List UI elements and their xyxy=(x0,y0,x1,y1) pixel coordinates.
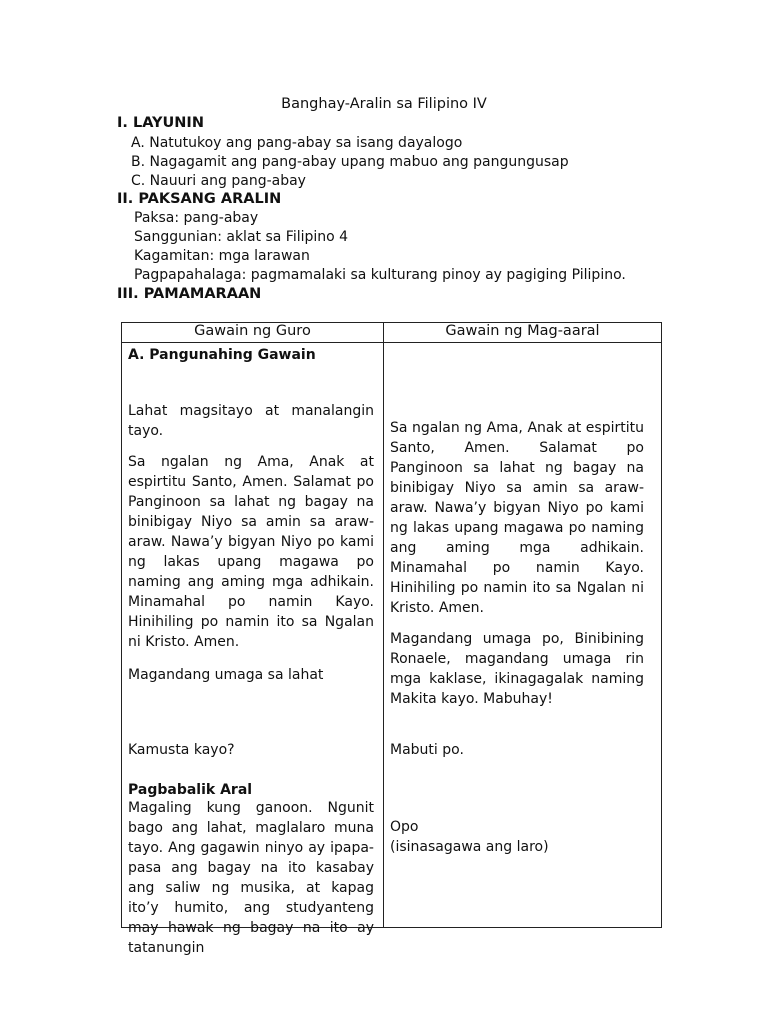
guro-text-5: Magaling kung ganoon. Ngunit bago ang lahat, maglalaro muna tayo. Ang gagawin ninyo ay ipapa-pasa ang bagay na ito kasabay ang saliw ng musika, at kapag ito’y humito, ang studyanteng may hawak ng bagay na ito ay tatanungin xyxy=(128,800,374,956)
layunin-item-a: A. Natutukoy ang pang-abay sa isang dayalogo xyxy=(131,135,463,151)
table-header-row xyxy=(122,323,662,343)
paksang-item-paksa: Paksa: pang-abay xyxy=(134,210,259,226)
magaaral-text-5: (isinasagawa ang laro) xyxy=(390,839,549,855)
guro-text-4: Kamusta kayo? xyxy=(128,742,235,758)
magaaral-text-4: Opo xyxy=(390,819,419,835)
subheading-pagbabalik-aral: Pagbabalik Aral xyxy=(128,782,253,798)
guro-text-1: Lahat magsitayo at manalangin tayo. xyxy=(128,403,374,439)
document-title: Banghay-Aralin sa Filipino IV xyxy=(281,96,487,112)
table-row xyxy=(122,343,662,928)
heading-paksang-aralin: II. PAKSANG ARALIN xyxy=(117,191,282,207)
layunin-item-b: B. Nagagamit ang pang-abay upang mabuo ang pangungusap xyxy=(131,154,569,170)
heading-pamamaraan: III. PAMAMARAAN xyxy=(117,286,262,302)
magaaral-cell xyxy=(384,343,662,928)
header-gawain-magaaral: Gawain ng Mag-aaral xyxy=(384,323,662,343)
guro-text-2: Sa ngalan ng Ama, Anak at espirtitu Santo, Amen. Salamat po Panginoon sa lahat ng bagay na binibigay Niyo sa amin sa araw-araw. Nawa’y bigyan Niyo po kami ng lakas upang magawa po naming ang aming mga adhikain. Minamahal po namin Kayo. Hinihiling po namin ito sa Ngalan ni Kristo. Amen. xyxy=(128,454,374,650)
magaaral-text-1: Sa ngalan ng Ama, Anak at espirtitu Santo, Amen. Salamat po Panginoon sa lahat ng bagay na binibigay Niyo sa amin sa araw-araw. Nawa’y bigyan Niyo po kami ng lakas upang magawa po naming ang aming mga adhikain. Minamahal po namin Kayo. Hinihiling po namin ito sa Ngalan ni Kristo. Amen. xyxy=(390,420,644,616)
activity-table xyxy=(121,322,662,956)
magaaral-text-3: Mabuti po. xyxy=(390,742,464,758)
magaaral-text-2: Magandang umaga po, Binibining Ronaele, magandang umaga rin mga kaklase, ikinagagalak naming Makita kayo. Mabuhay! xyxy=(390,631,644,707)
heading-layunin: I. LAYUNIN xyxy=(117,115,204,131)
guro-cell xyxy=(122,343,384,956)
paksang-item-sanggunian: Sanggunian: aklat sa Filipino 4 xyxy=(134,229,349,245)
paksang-item-kagamitan: Kagamitan: mga larawan xyxy=(134,248,310,264)
layunin-item-c: C. Nauuri ang pang-abay xyxy=(131,173,306,189)
guro-text-3: Magandang umaga sa lahat xyxy=(128,667,324,683)
paksang-item-pagpapahalaga: Pagpapahalaga: pagmamalaki sa kulturang pinoy ay pagiging Pilipino. xyxy=(134,267,626,283)
subheading-pangunahing-gawain: A. Pangunahing Gawain xyxy=(128,347,316,363)
header-gawain-guro: Gawain ng Guro xyxy=(122,323,384,343)
